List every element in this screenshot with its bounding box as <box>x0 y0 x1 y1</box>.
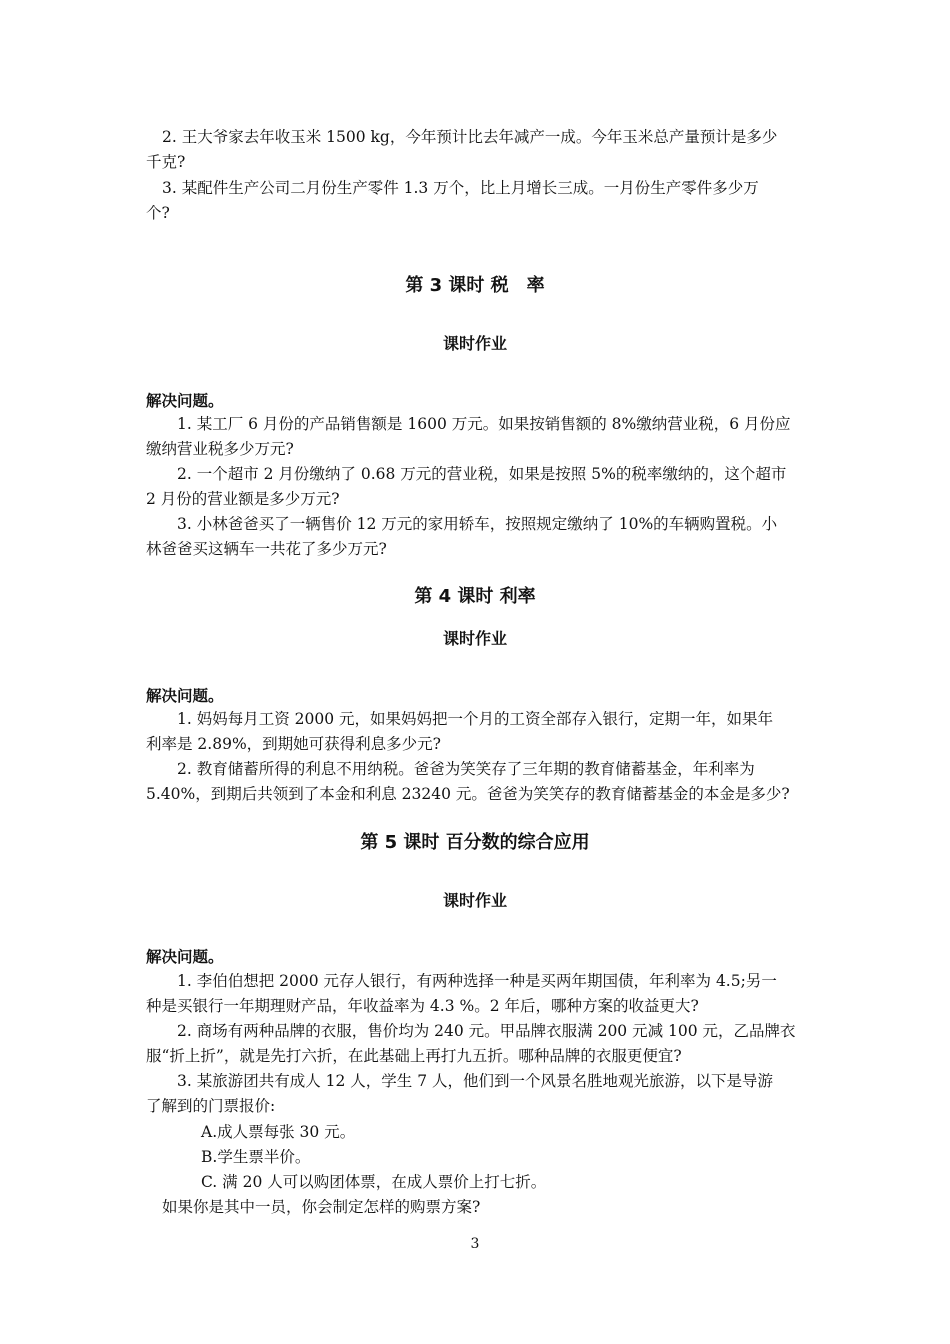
lesson-5-problem-2-line-1: 2. 商场有两种品牌的衣服，售价均为 240 元。甲品牌衣服满 200 元减 100 元，乙品牌衣 <box>177 1022 796 1040</box>
lesson-5-problem-1-line-1: 1. 李伯伯想把 2000 元存人银行，有两种选择一种是买两年期国债，年利率为 4.5;另一 <box>177 972 777 990</box>
lesson-4-title: 第 4 课时 利率 <box>414 586 536 607</box>
lesson-5-problem-1-line-2: 种是买银行一年期理财产品，年收益率为 4.3 %。2 年后，哪种方案的收益更大? <box>146 997 699 1015</box>
lesson-4-subtitle: 课时作业 <box>442 629 507 648</box>
lesson-5-closing-question: 如果你是其中一员，你会制定怎样的购票方案? <box>162 1198 481 1216</box>
lesson-5-option-a: A.成人票每张 30 元。 <box>201 1123 356 1141</box>
lesson-3-title: 第 3 课时 税 率 <box>405 275 545 296</box>
lesson-3-problem-2-line-1: 2. 一个超市 2 月份缴纳了 0.68 万元的营业税，如果是按照 5%的税率缴纳的，这个超市 <box>177 465 787 483</box>
lesson-5-option-b: B.学生票半价。 <box>201 1148 311 1166</box>
lesson-3-label: 解决问题。 <box>146 392 224 410</box>
lesson-4-problem-1-line-1: 1. 妈妈每月工资 2000 元，如果妈妈把一个月的工资全部存入银行，定期一年，如果年 <box>177 710 774 728</box>
lesson-5-title: 第 5 课时 百分数的综合应用 <box>360 832 590 853</box>
lesson-5-problem-3-line-1: 3. 某旅游团共有成人 12 人，学生 7 人，他们到一个风景名胜地观光旅游，以下是导游 <box>177 1072 774 1090</box>
lesson-4-problem-1-line-2: 利率是 2.89%，到期她可获得利息多少元? <box>146 735 441 753</box>
lesson-3-problem-1-line-1: 1. 某工厂 6 月份的产品销售额是 1600 万元。如果按销售额的 8%缴纳营业税，6 月份应 <box>177 415 791 433</box>
lesson-3-subtitle: 课时作业 <box>442 334 507 353</box>
lesson-3-problem-3-line-1: 3. 小林爸爸买了一辆售价 12 万元的家用轿车，按照规定缴纳了 10%的车辆购置税。小 <box>177 515 778 533</box>
lesson-4-label: 解决问题。 <box>146 687 224 705</box>
lesson-3-problem-1-line-2: 缴纳营业税多少万元? <box>146 440 294 458</box>
lesson-5-option-c: C. 满 20 人可以购团体票，在成人票价上打七折。 <box>201 1173 547 1191</box>
lesson-5-subtitle: 课时作业 <box>442 891 507 910</box>
lesson-5-label: 解决问题。 <box>146 948 224 966</box>
problem-3-line-1: 3. 某配件生产公司二月份生产零件 1.3 万个，比上月增长三成。一月份生产零件多少万 <box>162 179 759 197</box>
lesson-4-problem-2-line-2: 5.40%，到期后共领到了本金和利息 23240 元。爸爸为笑笑存的教育储蓄基金的本金是多少? <box>146 785 790 803</box>
lesson-3-problem-2-line-2: 2 月份的营业额是多少万元? <box>146 490 340 508</box>
problem-2-line-2: 千克? <box>146 153 186 171</box>
lesson-4-problem-2-line-1: 2. 教育储蓄所得的利息不用纳税。爸爸为笑笑存了三年期的教育储蓄基金，年利率为 <box>177 760 755 778</box>
page-number: 3 <box>470 1236 480 1252</box>
problem-3-line-2: 个? <box>146 204 170 222</box>
lesson-5-problem-2-line-2: 服“折上折”，就是先打六折，在此基础上再打九五折。哪种品牌的衣服更便宜? <box>146 1047 682 1065</box>
problem-2-line-1: 2. 王大爷家去年收玉米 1500 kg，今年预计比去年减产一成。今年玉米总产量预计是多少 <box>162 128 778 146</box>
lesson-5-problem-3-line-2: 了解到的门票报价: <box>146 1097 276 1115</box>
lesson-3-problem-3-line-2: 林爸爸买这辆车一共花了多少万元? <box>146 540 387 558</box>
